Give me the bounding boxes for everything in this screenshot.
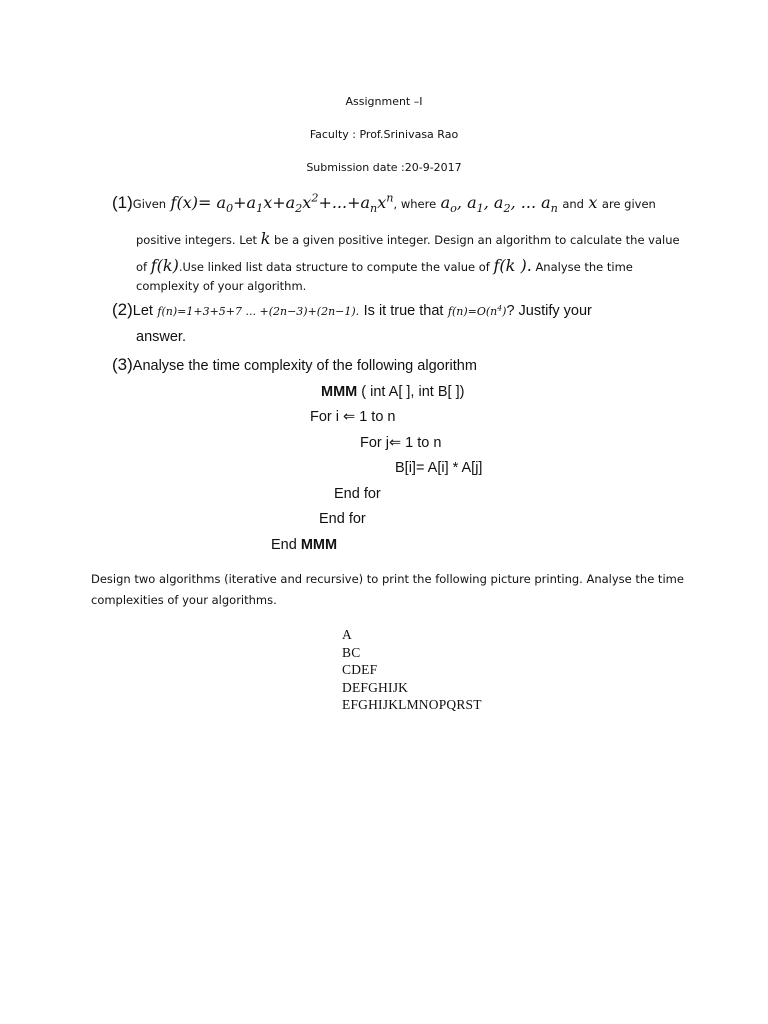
pattern-row: EFGHIJKLMNOPQRST: [342, 697, 482, 712]
pattern-row: A: [342, 627, 352, 642]
design-line1: Design two algorithms (iterative and recursive) to print the following picture printing. Analyse the time: [91, 572, 684, 586]
q2-number: (2): [112, 300, 133, 319]
q1-number: (1): [112, 193, 133, 212]
code-line-end-outer: End for: [319, 511, 366, 527]
q1-line4: complexity of your algorithm.: [136, 279, 307, 293]
q2-sum-formula: f(n)=1+3+5+7 ... +(2n−3)+(2n−1).: [157, 305, 360, 318]
pattern-row: CDEF: [342, 662, 378, 677]
letter-pattern: [342, 626, 482, 714]
assignment-title: Assignment –I: [345, 95, 423, 108]
code-line-outer-for: For i ⇐ 1 to n: [310, 409, 396, 425]
code-line-inner-for: For j⇐ 1 to n: [360, 435, 442, 451]
design-line2: complexities of your algorithms.: [91, 593, 277, 607]
code-line-signature: MMM ( int A[ ], int B[ ]): [321, 384, 465, 400]
q1-line2: positive integers. Let k be a given positive integer. Design an algorithm to calculate the value: [136, 229, 680, 248]
pattern-row: DEFGHIJK: [342, 679, 409, 695]
q1-polynomial: $f(x)= a_0+a_1x+a_2x^2+...+a_nx^n$: [170, 191, 394, 216]
q1-line3: of f(k).Use linked list data structure to compute the value of f(k ). Analyse the time: [136, 256, 633, 275]
q1-coefficients: $a_o$, $a_1$, $a_2$, ... $a_n$: [440, 193, 558, 216]
q1-line1: (1)Given $f(x)= a_0+a_1x+a_2x^2+...+a_nx^n$, where $a_o$, $a_1$, $a_2$, ... $a_n$ and x are given: [112, 191, 656, 216]
q1-given: Given: [132, 197, 167, 211]
q2-answer: answer.: [136, 329, 186, 345]
q2-line1: (2)Let f(n)=1+3+5+7 ... +(2n−3)+(2n−1). Is it true that $f(n)=O(n^4)$? Justify your: [112, 300, 592, 319]
q2-bigo: $f(n)=O(n^4)$: [447, 303, 507, 318]
q3-line: (3)Analyse the time complexity of the following algorithm: [112, 355, 477, 374]
code-line-body: B[i]= A[i] * A[j]: [395, 460, 483, 476]
faculty-line: Faculty : Prof.Srinivasa Rao: [309, 128, 459, 141]
submission-date: Submission date :20-9-2017: [306, 161, 462, 174]
code-line-end-mmm: End MMM: [271, 537, 338, 553]
pattern-row: BC: [342, 644, 361, 660]
q3-number: (3): [112, 355, 133, 374]
code-line-end-inner: End for: [334, 486, 381, 502]
